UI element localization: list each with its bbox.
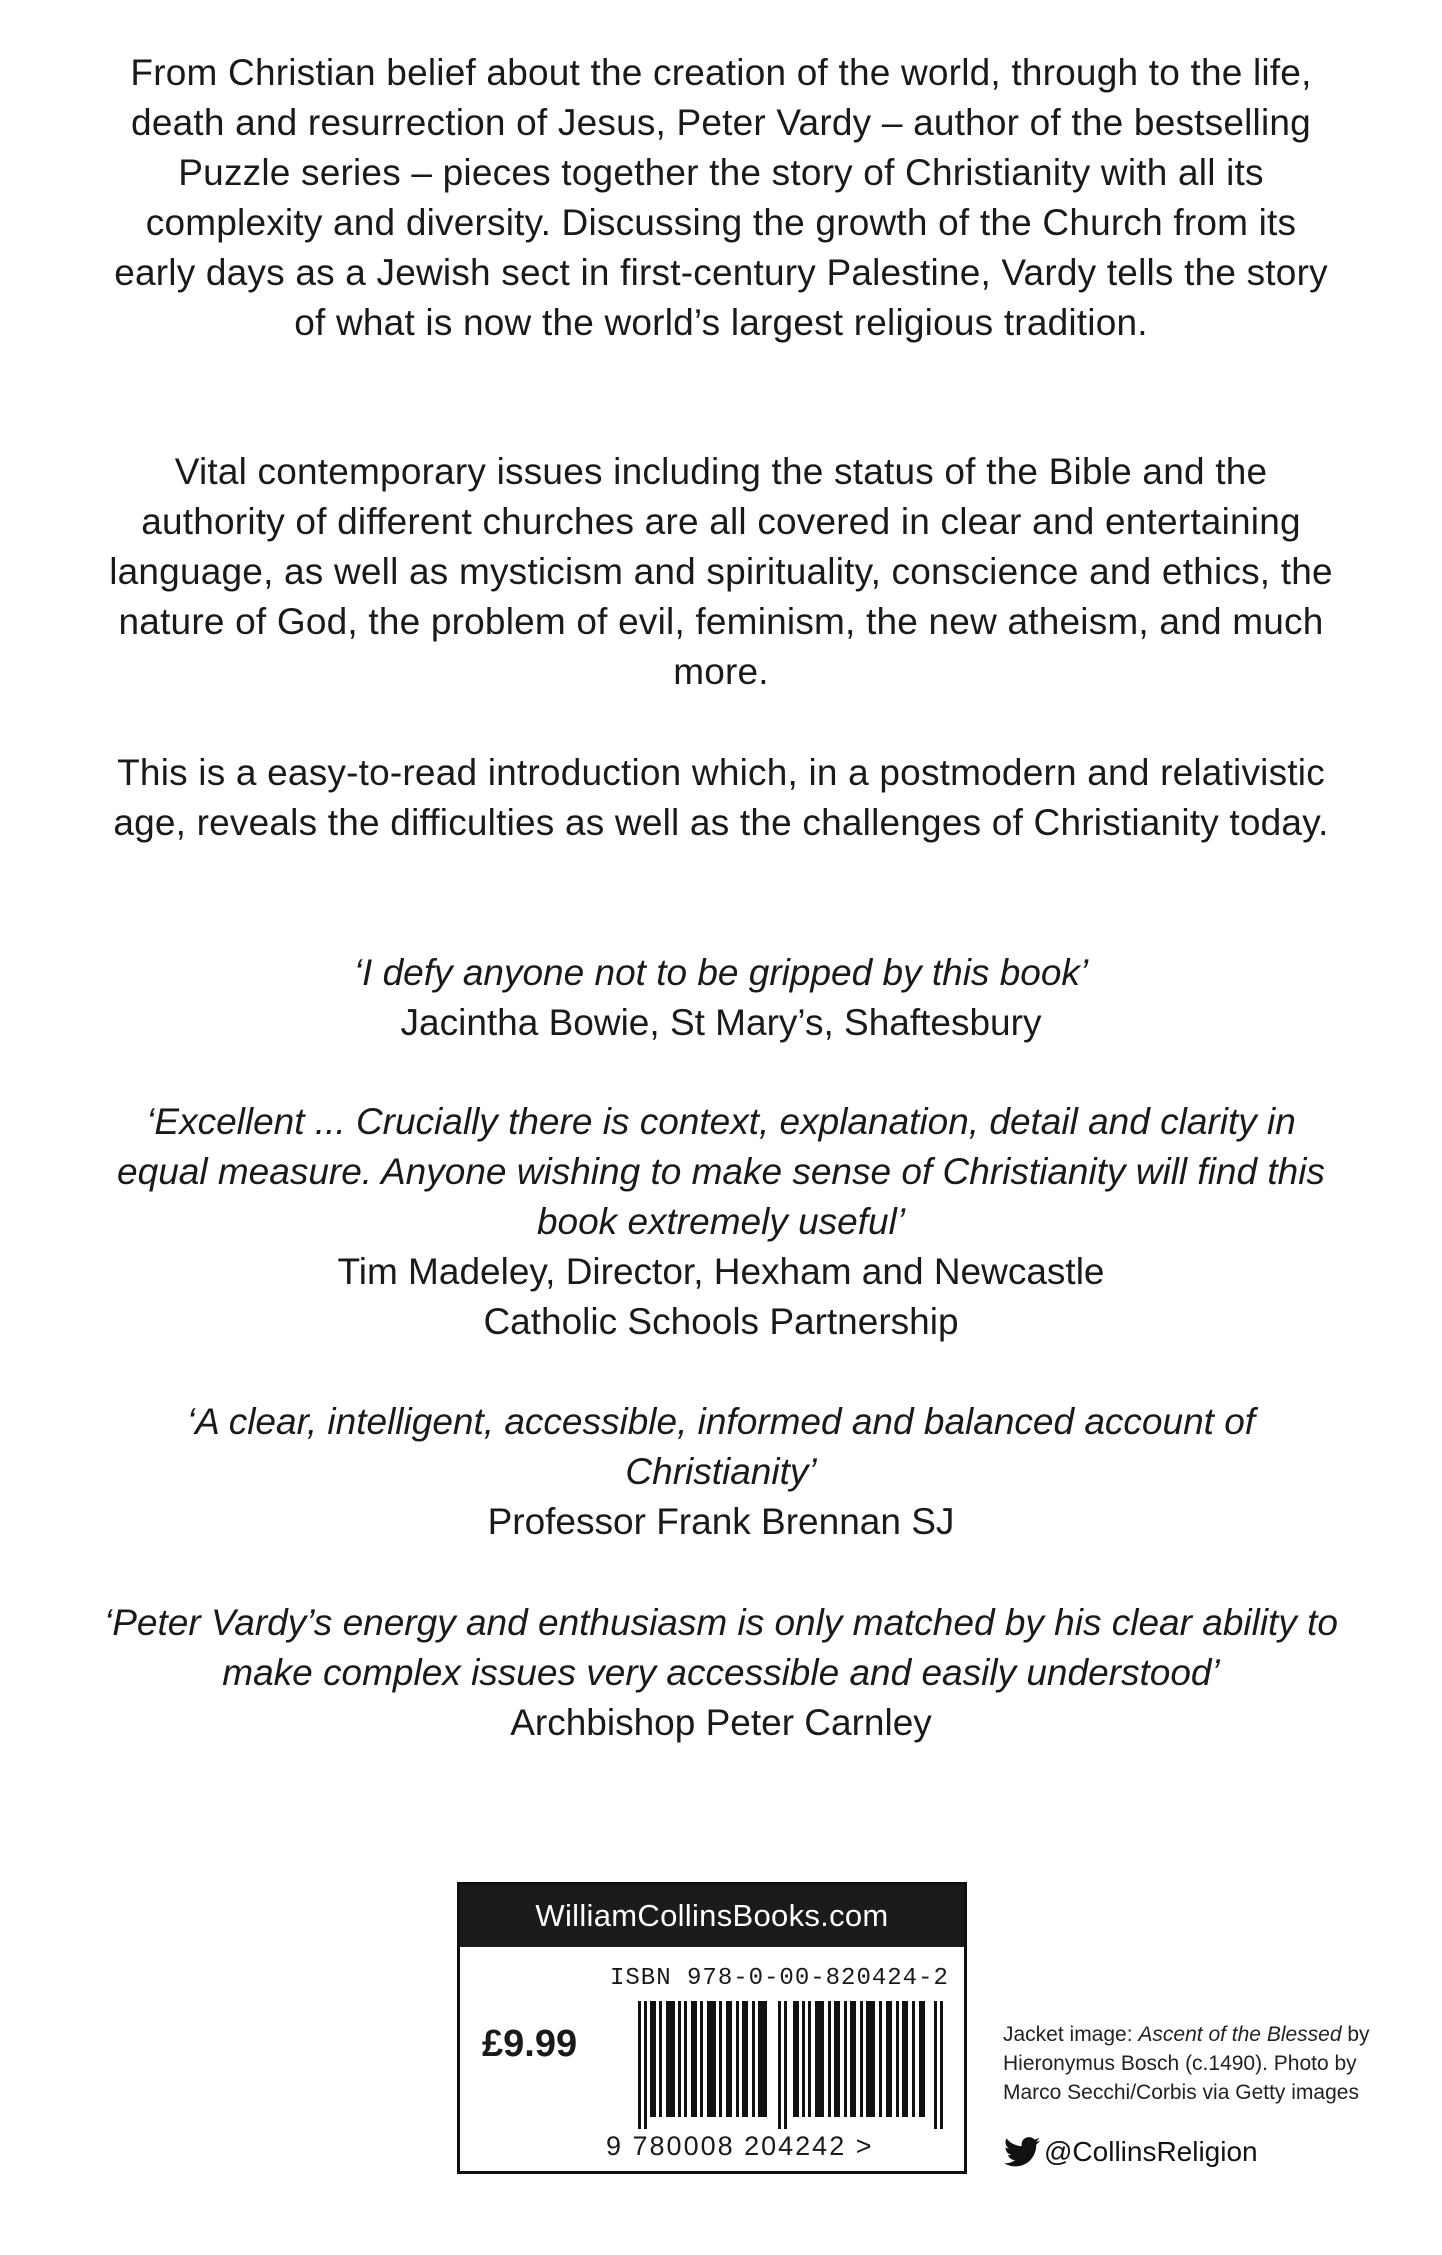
quote-attribution: Jacintha Bowie, St Mary’s, Shaftesbury xyxy=(400,1002,1042,1043)
barcode-icon xyxy=(638,2001,948,2129)
blurb-paragraph-2 xyxy=(100,447,1342,697)
blurb-text: Vital contemporary issues including the status of the Bible and the authority of different churches are all covered in clear and entertaining language, as well as mysticism and spirituality, conscience and ethics, the nature of God, the problem of evil, feminism, the new atheism, and much more. xyxy=(109,451,1333,692)
quote-text: ‘Excellent ... Crucially there is context, explanation, detail and clarity in equal measure. Anyone wishing to make sense of Christianity will find this book extremely useful’ xyxy=(117,1101,1325,1242)
price: £9.99 xyxy=(482,2023,578,2065)
review-quote-3 xyxy=(100,1397,1342,1547)
quote-attribution-line-2: Catholic Schools Partnership xyxy=(483,1301,959,1342)
jacket-credit-rest: by Hieronymus Bosch (c.1490). Photo by Marco Secchi/Corbis via Getty images xyxy=(1003,2023,1370,2104)
quote-attribution: Professor Frank Brennan SJ xyxy=(487,1501,955,1542)
blurb-text: From Christian belief about the creation of the world, through to the life, death and resurrection of Jesus, Peter Vardy – author of the bestselling Puzzle series – pieces together the story of Christianity with all its complexity and diversity. Discussing the growth of the Church from its early days as a Jewish sect in first-century Palestine, Vardy tells the story of what is now the world’s largest religious tradition. xyxy=(114,52,1328,343)
blurb-paragraph-1 xyxy=(100,48,1342,348)
jacket-artwork-title: Ascent of the Blessed xyxy=(1138,2023,1342,2046)
isbn-text: ISBN 978-0-00-820424-2 xyxy=(610,1965,949,1992)
quote-text: ‘A clear, intelligent, accessible, informed and balanced account of Christianity’ xyxy=(186,1401,1256,1492)
publisher-website[interactable]: WilliamCollinsBooks.com xyxy=(460,1885,964,1947)
review-quote-4 xyxy=(100,1598,1342,1748)
barcode-digits: 9 780008 204242 > xyxy=(606,2131,874,2161)
review-quote-1 xyxy=(100,948,1342,1048)
quote-text: ‘I defy anyone not to be gripped by this book’ xyxy=(353,952,1089,993)
blurb-text: This is a easy-to-read introduction which, in a postmodern and relativistic age, reveals the difficulties as well as the challenges of Christianity today. xyxy=(113,752,1329,843)
social-handle[interactable] xyxy=(1004,2136,1258,2168)
twitter-bird-icon xyxy=(1004,2137,1040,2167)
jacket-credit-prefix: Jacket image: xyxy=(1003,2023,1139,2046)
barcode-box xyxy=(457,1882,967,2174)
quote-attribution: Archbishop Peter Carnley xyxy=(510,1702,932,1743)
quote-attribution: Tim Madeley, Director, Hexham and Newcastle xyxy=(337,1251,1105,1292)
blurb-paragraph-3 xyxy=(100,748,1342,848)
quote-text: ‘Peter Vardy’s energy and enthusiasm is only matched by his clear ability to make complex issues very accessible and easily understood’ xyxy=(104,1602,1338,1693)
review-quote-2 xyxy=(100,1097,1342,1347)
jacket-credit xyxy=(1003,2020,1403,2107)
twitter-handle: @CollinsReligion xyxy=(1044,2136,1258,2167)
